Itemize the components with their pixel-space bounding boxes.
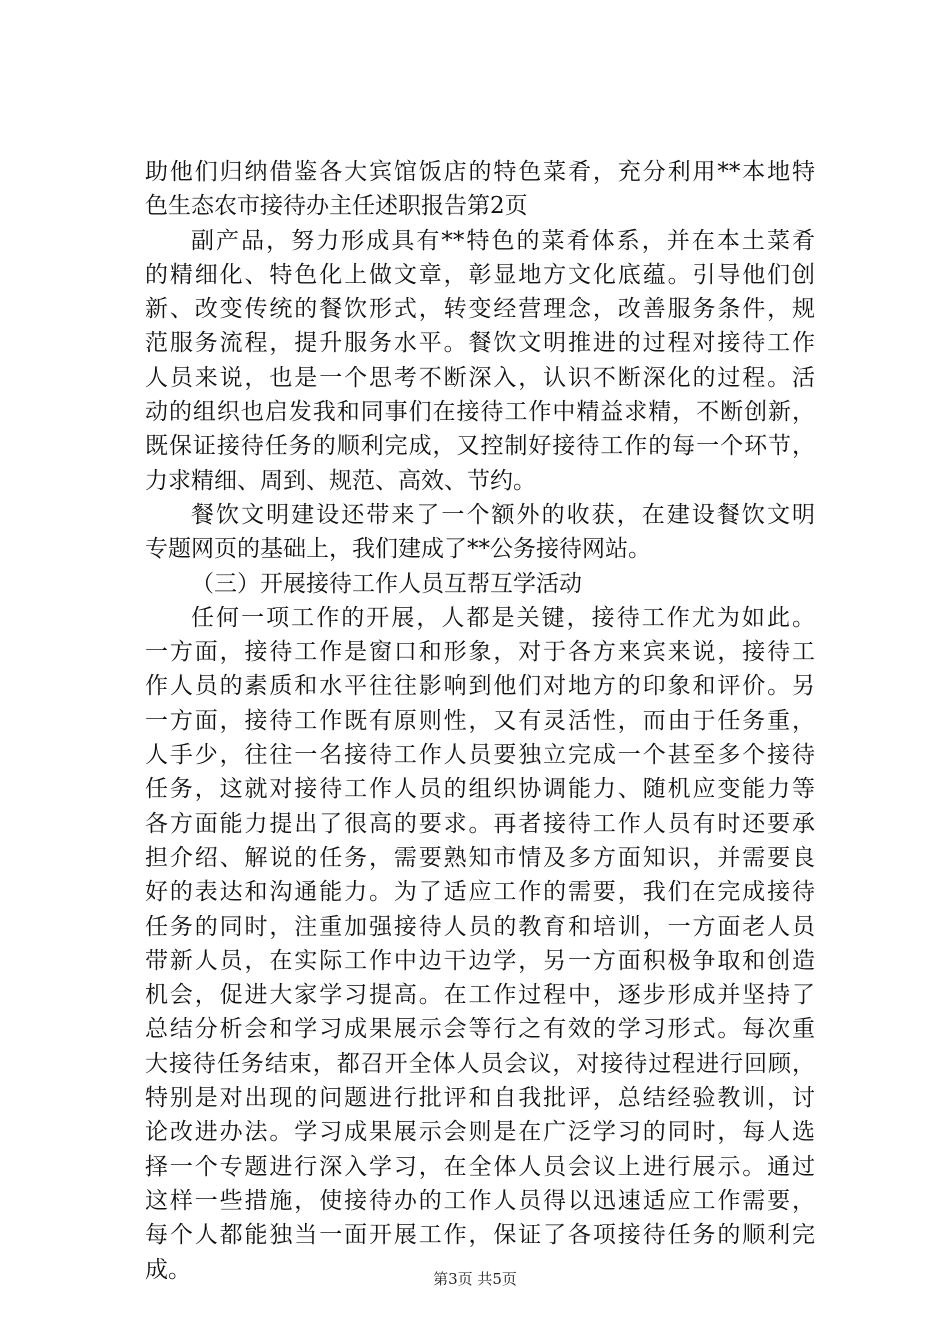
text-line: 色生态农市接待办主任述职报告第2页 — [145, 193, 528, 220]
document-body — [145, 155, 815, 1287]
text-line: 一方面，接待工作既有原则性，又有灵活性，而由于任务重， — [145, 707, 815, 734]
section-heading: （三）开展接待工作人员互帮互学活动 — [191, 570, 582, 597]
text-line: 人手少，往往一名接待工作人员要独立完成一个甚至多个接待 — [145, 742, 815, 769]
text-line: 任务，这就对接待工作人员的组织协调能力、随机应变能力等 — [145, 776, 815, 803]
text-line: 动的组织也启发我和同事们在接待工作中精益求精，不断创新， — [145, 399, 815, 426]
text-line: 好的表达和沟通能力。为了适应工作的需要，我们在完成接待 — [145, 879, 815, 906]
text-line: 力求精细、周到、规范、高效、节约。 — [145, 467, 536, 494]
text-line: 成。 — [145, 1256, 191, 1283]
text-line: 既保证接待任务的顺利完成，又控制好接待工作的每一个环节， — [145, 433, 815, 460]
text-line: 助他们归纳借鉴各大宾馆饭店的特色菜肴，充分利用**本地特 — [145, 159, 815, 185]
text-line: 作人员的素质和水平往往影响到他们对地方的印象和评价。另 — [145, 673, 815, 700]
text-line: 专题网页的基础上，我们建成了**公务接待网站。 — [145, 536, 651, 563]
text-line: 餐饮文明建设还带来了一个额外的收获，在建设餐饮文明 — [191, 501, 815, 528]
page-footer — [0, 1268, 950, 1289]
text-line: 范服务流程，提升服务水平。餐饮文明推进的过程对接待工作 — [145, 330, 815, 357]
text-line: 机会，促进大家学习提高。在工作过程中，逐步形成并坚持了 — [145, 982, 815, 1009]
text-line: 任何一项工作的开展，人都是关键，接待工作尤为如此。 — [191, 604, 815, 631]
text-line: 担介绍、解说的任务，需要熟知市情及多方面知识，并需要良 — [145, 844, 815, 871]
text-line: 这样一些措施，使接待办的工作人员得以迅速适应工作需要， — [145, 1187, 815, 1214]
text-line: 副产品，努力形成具有**特色的菜肴体系，并在本土菜肴 — [191, 227, 815, 254]
text-line: 新、改变传统的餐饮形式，转变经营理念，改善服务条件，规 — [145, 296, 815, 323]
text-line: 一方面，接待工作是窗口和形象，对于各方来宾来说，接待工 — [145, 639, 815, 666]
text-line: 各方面能力提出了很高的要求。再者接待工作人员有时还要承 — [145, 810, 815, 837]
text-line: 大接待任务结束，都召开全体人员会议，对接待过程进行回顾， — [145, 1050, 815, 1077]
text-line: 总结分析会和学习成果展示会等行之有效的学习形式。每次重 — [145, 1016, 815, 1043]
text-line: 人员来说，也是一个思考不断深入，认识不断深化的过程。活 — [145, 364, 815, 391]
text-line: 的精细化、特色化上做文章，彰显地方文化底蕴。引导他们创 — [145, 261, 815, 288]
text-line: 每个人都能独当一面开展工作，保证了各项接待任务的顺利完 — [145, 1222, 815, 1249]
text-line: 特别是对出现的问题进行批评和自我批评，总结经验教训，讨 — [145, 1085, 815, 1112]
text-line: 带新人员，在实际工作中边干边学，另一方面积极争取和创造 — [145, 947, 815, 974]
page-number: 第3页 共5页 — [433, 1270, 517, 1288]
text-line: 论改进办法。学习成果展示会则是在广泛学习的同时，每人选 — [145, 1119, 815, 1146]
text-line: 择一个专题进行深入学习，在全体人员会议上进行展示。通过 — [145, 1153, 815, 1180]
text-line: 任务的同时，注重加强接待人员的教育和培训，一方面老人员 — [145, 913, 815, 940]
